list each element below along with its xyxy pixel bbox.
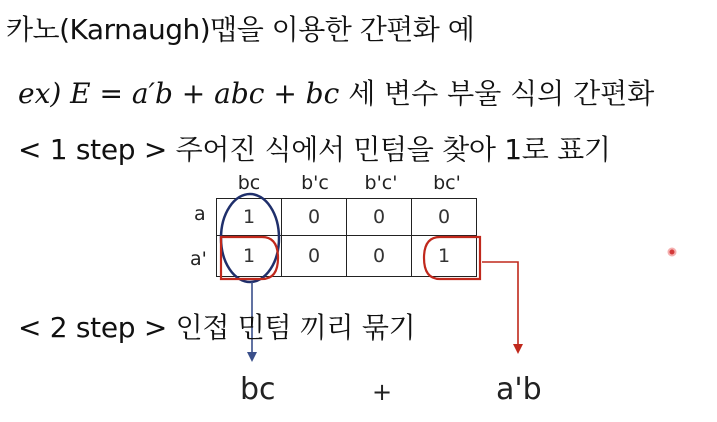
red-group-right-bracket <box>424 237 480 279</box>
step1-text: < 1 step > 주어진 식에서 민텀을 찾아 1로 표기 <box>18 133 611 166</box>
kmap-cell: 0 <box>282 199 347 236</box>
kmap-cell: 1 <box>217 199 282 236</box>
expression-description: 세 변수 부울 식의 간편화 <box>339 77 655 110</box>
result-plus-sign: + <box>372 378 393 406</box>
result-term-a-prime-b: a'b <box>496 372 542 407</box>
kmap-col-header-bc: bc <box>237 172 261 194</box>
kmap-row-label-a-prime: a' <box>190 248 207 270</box>
kmap-cell: 0 <box>347 236 412 277</box>
kmap-cell: 1 <box>412 236 477 277</box>
page-title: 카노(Karnaugh)맵을 이용한 간편화 예 <box>6 13 475 46</box>
kmap-cell: 0 <box>282 236 347 277</box>
result-term-bc: bc <box>240 372 276 407</box>
kmap-cell: 0 <box>412 199 477 236</box>
kmap-cell: 0 <box>347 199 412 236</box>
expression-math: ex) E = a′b + abc + bc <box>18 77 340 110</box>
kmap-row-label-a: a <box>194 203 206 225</box>
kmap-cell: 1 <box>217 236 282 277</box>
kmap-col-header-b-prime-c: b'c <box>301 172 329 194</box>
step2-text: < 2 step > 인접 민텀 끼리 묶기 <box>18 311 416 344</box>
kmap-col-header-bc-prime: bc' <box>433 172 461 194</box>
red-pointer-arrowhead <box>513 344 523 354</box>
blue-pointer-arrowhead <box>247 352 257 362</box>
red-pointer-line <box>482 262 518 346</box>
kmap-col-header-b-prime-c-prime: b'c' <box>364 172 398 194</box>
laser-pointer-dot <box>669 249 676 256</box>
